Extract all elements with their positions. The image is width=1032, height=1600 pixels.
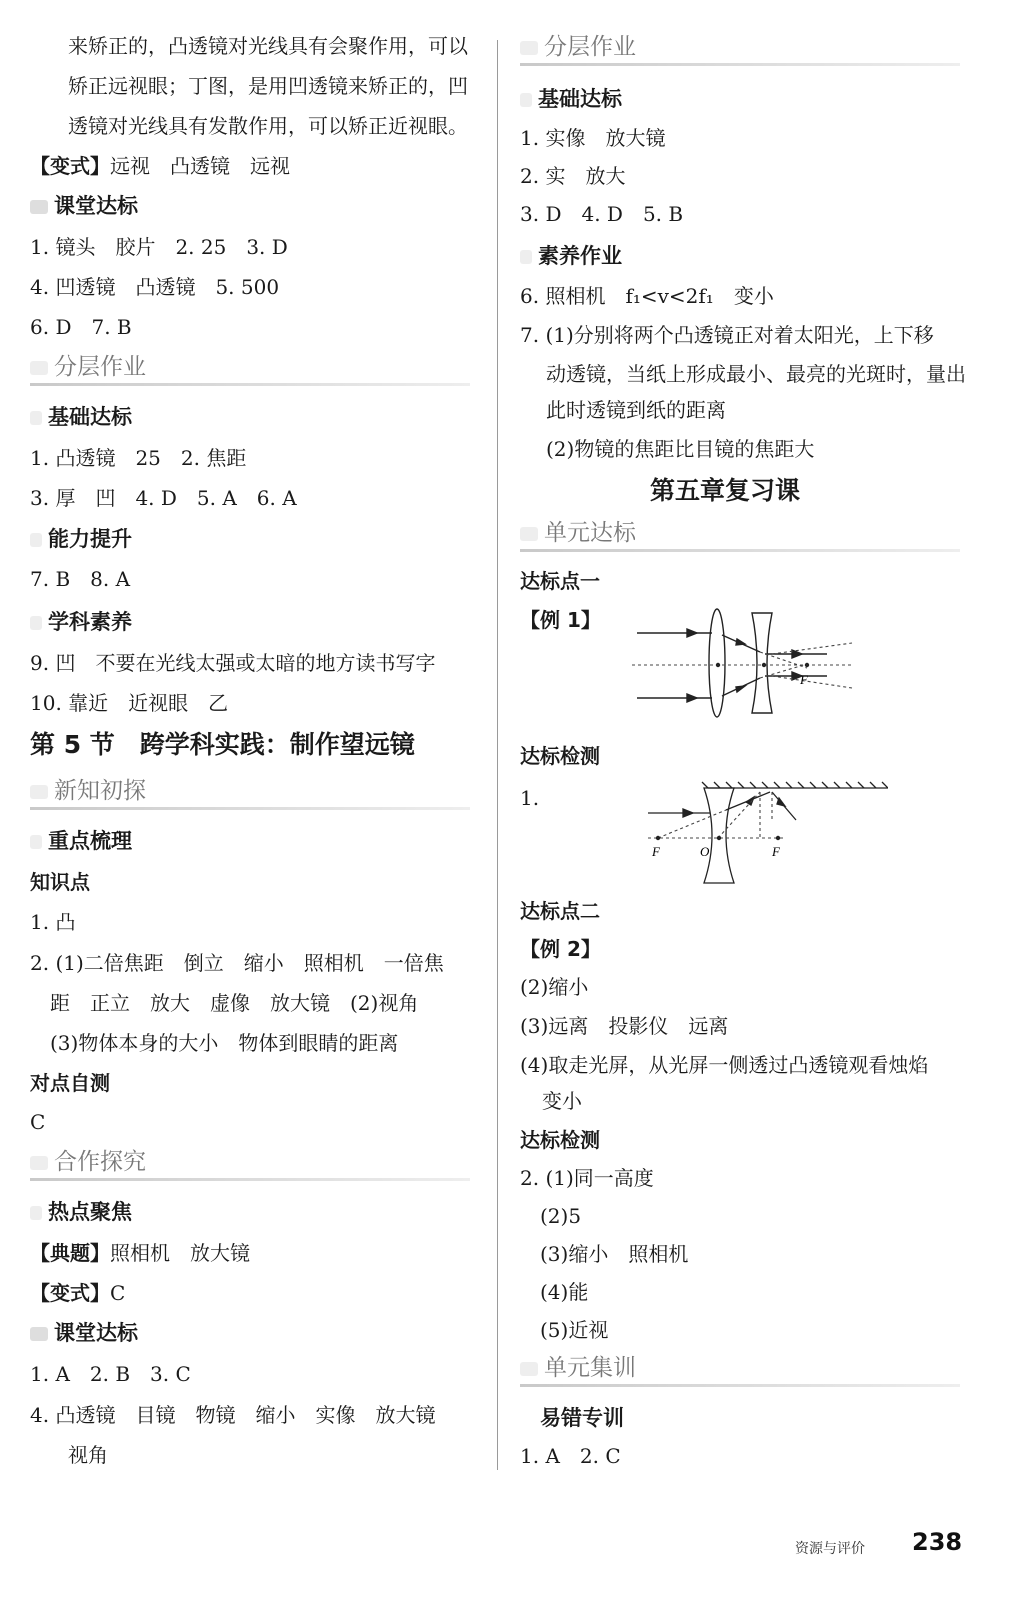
heading-underline: [520, 63, 960, 66]
answer-line: 1. 镜头 胶片 2. 25 3. D: [30, 235, 288, 259]
heading-key-points: 重点梳理: [30, 827, 132, 855]
answer-line: 4. 凹透镜 凸透镜 5. 500: [30, 275, 280, 299]
answer-line: 2. (1)二倍焦距 倒立 缩小 照相机 一倍焦: [30, 951, 444, 975]
answer-line: (2)物镜的焦距比目镜的焦距大: [546, 437, 815, 461]
heading-ability: 能力提升: [30, 525, 132, 553]
heading-literacy: 学科素养: [30, 608, 132, 636]
answer-line: 1. A 2. B 3. C: [30, 1362, 191, 1386]
heading-layered-homework: 分层作业: [30, 353, 146, 381]
section-icon: [520, 1362, 538, 1376]
knowledge-label: 知识点: [30, 870, 90, 894]
section-icon: [30, 785, 48, 799]
answer-line: 视角: [68, 1443, 108, 1467]
answer-line: (3)物体本身的大小 物体到眼睛的距离: [50, 1031, 399, 1055]
section-icon: [30, 1156, 48, 1170]
section-icon: [520, 41, 538, 55]
concave-lens: [704, 788, 734, 883]
answer-line: (3)缩小 照相机: [540, 1242, 689, 1266]
heading-basic: 基础达标: [30, 403, 132, 431]
section-icon: [30, 411, 42, 425]
answer-line: (2)5: [540, 1204, 582, 1228]
variant-text: 远视 凸透镜 远视: [110, 154, 290, 178]
section-icon: [520, 527, 538, 541]
heading-classroom-2: 课堂达标: [30, 1319, 138, 1347]
variant-answer: [30, 152, 290, 180]
answer-line: 2. (1)同一高度: [520, 1166, 654, 1190]
answer-line: 3. D 4. D 5. B: [520, 202, 684, 226]
answer-line: 9. 凹 不要在光线太强或太暗的地方读书写字: [30, 651, 436, 675]
heading-unit-target: 单元达标: [520, 519, 636, 547]
answer-line: (4)取走光屏，从光屏一侧透过凸透镜观看烛焰: [520, 1053, 929, 1077]
answer-line: 距 正立 放大 虚像 放大镜 (2)视角: [50, 991, 419, 1015]
section-icon: [520, 250, 532, 264]
heading-error-prone: 易错专训: [540, 1406, 624, 1430]
heading-underline: [520, 549, 960, 552]
answer-line: (2)缩小: [520, 975, 589, 999]
heading-layered-homework: 分层作业: [520, 33, 636, 61]
variant-answer: 【变式】C: [30, 1281, 126, 1305]
heading-cooperation: 合作探究: [30, 1148, 146, 1176]
self-test-label: 对点自测: [30, 1071, 110, 1095]
focus-label: F: [800, 672, 808, 687]
answer-line: 6. 照相机 f₁<v<2f₁ 变小: [520, 284, 774, 308]
target-test-label-2: 达标检测: [520, 1128, 600, 1152]
answer-line: 6. D 7. B: [30, 315, 132, 339]
convex-lens: [709, 609, 725, 717]
answer-line: (3)远离 投影仪 远离: [520, 1014, 729, 1038]
column-divider: [497, 40, 498, 1470]
section-icon: [30, 361, 48, 375]
section-icon: [520, 93, 532, 107]
answer-line: 2. 实 放大: [520, 164, 626, 188]
target-test-label: 达标检测: [520, 744, 600, 768]
target-point-1: 达标点一: [520, 569, 600, 593]
heading-underline: [30, 1178, 470, 1181]
answer-line: (5)近视: [540, 1318, 609, 1342]
optical-center-label: O: [700, 844, 710, 859]
heading-underline: [30, 383, 470, 386]
heading-underline: [520, 1384, 960, 1387]
answer-line: 7. B 8. A: [30, 567, 131, 591]
book-icon: [30, 200, 48, 214]
answer-line: 1. 实像 放大镜: [520, 126, 666, 150]
heading-literacy-homework: 素养作业: [520, 242, 622, 270]
typical-answer: 【典题】照相机 放大镜: [30, 1241, 250, 1265]
focus-label-left: F: [652, 844, 660, 859]
answer-line: 此时透镜到纸的距离: [546, 398, 726, 422]
text-line: 透镜对光线具有发散作用，可以矫正近视眼。: [68, 114, 468, 138]
footer-caption: 资源与评价: [795, 1541, 865, 1557]
page-number: 238: [912, 1528, 963, 1556]
answer-line: 7. (1)分别将两个凸透镜正对着太阳光，上下移: [520, 323, 934, 347]
answer-line: 变小: [542, 1089, 582, 1113]
lens-diagram-example-1: [632, 608, 972, 718]
answer-line: (4)能: [540, 1280, 589, 1304]
section-icon: [30, 1206, 42, 1220]
heading-basic: 基础达标: [520, 85, 622, 113]
heading-new-knowledge: 新知初探: [30, 777, 146, 805]
example-2-label: 【例 2】: [520, 937, 601, 961]
answer-line: 1. 凸透镜 25 2. 焦距: [30, 446, 247, 470]
heading-hot-topics: 热点聚焦: [30, 1198, 132, 1226]
answer-line: 动透镜，当纸上形成最小、最亮的光斑时，量出: [546, 362, 966, 386]
answer-line: 1. 凸: [30, 910, 76, 934]
answer-line: 3. 厚 凹 4. D 5. A 6. A: [30, 486, 297, 510]
answer-line: 10. 靠近 近视眼 乙: [30, 691, 229, 715]
text-line: 矫正远视眼；丁图，是用凹透镜来矫正的，凹: [68, 74, 468, 98]
answer-line: 1.: [520, 786, 540, 810]
variant-tag: 【变式】: [30, 154, 110, 178]
concave-lens: [752, 613, 772, 713]
section-icon: [30, 835, 42, 849]
answer-line: 1. A 2. C: [520, 1444, 621, 1468]
text-line: 来矫正的，凸透镜对光线具有会聚作用，可以: [68, 34, 468, 58]
target-point-2: 达标点二: [520, 899, 600, 923]
example-1-label: 【例 1】: [520, 608, 601, 632]
heading-unit-training: 单元集训: [520, 1354, 636, 1382]
section-icon: [30, 533, 42, 547]
lens-diagram-test-1: [648, 780, 888, 890]
chapter-title: 第五章复习课: [650, 476, 801, 505]
answer-line: C: [30, 1110, 46, 1134]
heading-underline: [30, 807, 470, 810]
section-title: 第 5 节 跨学科实践：制作望远镜: [30, 730, 415, 759]
focus-label-right: F: [772, 844, 780, 859]
section-icon: [30, 616, 42, 630]
answer-line: 4. 凸透镜 目镜 物镜 缩小 实像 放大镜: [30, 1403, 436, 1427]
book-icon: [30, 1327, 48, 1341]
heading-classroom-1: 课堂达标: [30, 192, 138, 220]
